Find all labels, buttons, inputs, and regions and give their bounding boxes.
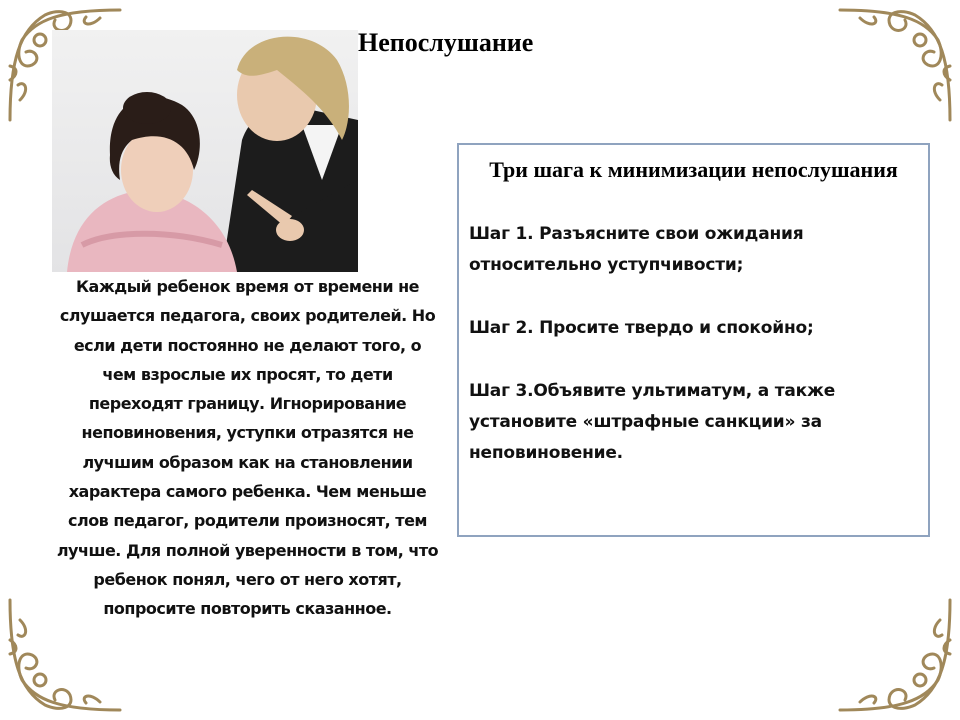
scolding-photo: [52, 30, 358, 272]
step-3: Шаг 3.Объявите ультиматум, а также установите «штрафные санкции» за неповиновение.: [469, 381, 836, 463]
corner-ornament-top-right: [830, 0, 960, 130]
corner-ornament-bottom-right: [830, 590, 960, 720]
steps-box-title: Три шага к минимизации непослушания: [489, 157, 898, 182]
steps-box: [457, 143, 930, 537]
step-2: Шаг 2. Просите твердо и спокойно;: [469, 318, 814, 338]
page-title: Непослушание: [358, 28, 534, 57]
step-1: Шаг 1. Разъясните свои ожидания относительно уступчивости;: [469, 224, 804, 275]
main-paragraph: Каждый ребенок время от времени не слушается педагога, своих родителей. Но если дети постоянно не делают того, о чем взрослые их просят, то дети переходят границу. Игнорирование неповиновения, уступки отразятся не лучшим образом как на становлении характера самого ребенка. Чем меньше слов педагог, родители произносят, тем лучше. Для полной уверенности в том, что ребенок понял, чего от него хотят, попросите повторить сказанное.: [56, 277, 439, 619]
